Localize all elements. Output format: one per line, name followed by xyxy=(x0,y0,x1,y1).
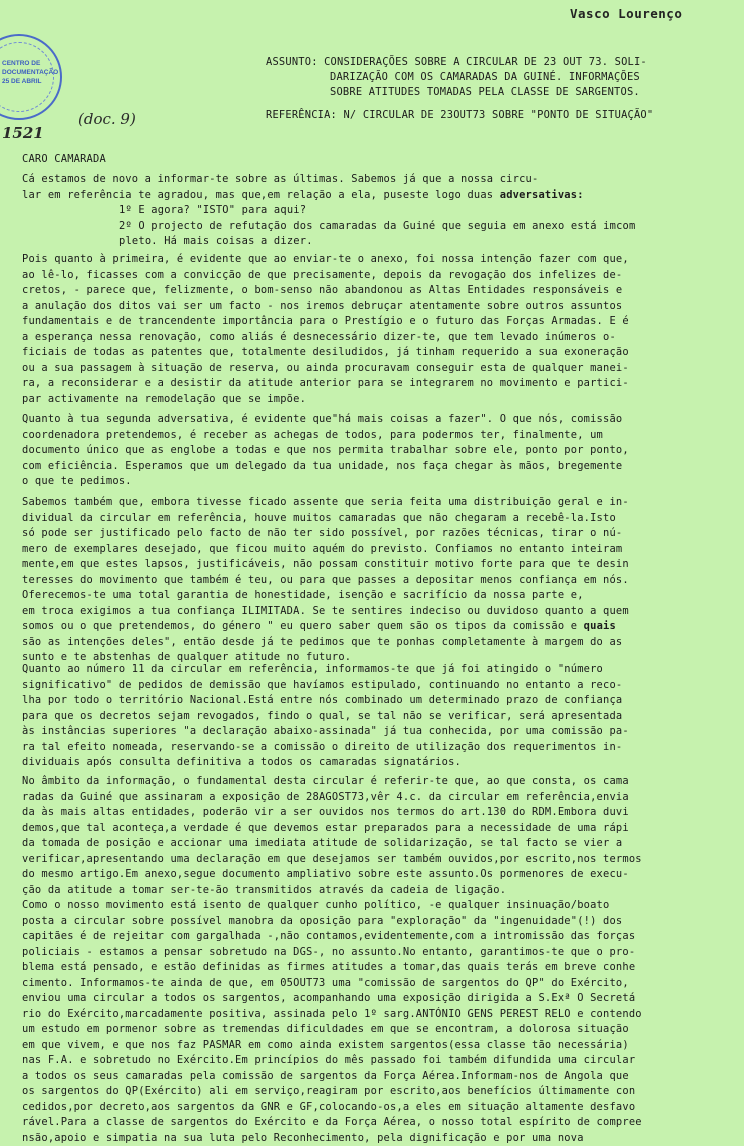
text-line: enviou uma circular a todos os sargentos, acompanhando uma exposição dirigida a S.Exª O Secretá xyxy=(22,991,642,1007)
stamp-line: CENTRO DE xyxy=(2,60,48,68)
text-line: rio do Exército,marcadamente positiva, assinada pelo 1º sarg.ANTÓNIO GENS PEREST RELO e contendo xyxy=(22,1007,642,1023)
text-line: mero de exemplares desejado, que ficou muito aquém do previsto. Confiamos no entanto inteiram xyxy=(22,542,629,558)
text-line: somos ou o que pretendemos, do género " eu quero saber quem são os tipos da comissão e quais xyxy=(22,619,629,635)
text-line: significativo" de pedidos de demissão que havíamos estipulado, continuando no entanto a reco- xyxy=(22,678,629,694)
text-line: em que vivem, e que nos faz PASMAR em como ainda existem sargentos(essa classe tão necessária) xyxy=(22,1038,642,1054)
adversativas-word: adversativas: xyxy=(500,189,584,201)
text-line: rável.Para a classe de sargentos do Exército e da Força Aérea, o nosso total espírito de compree xyxy=(22,1115,642,1131)
text-line: coordenadora pretendemos, é receber as achegas de todos, para podermos ter, finalmente, um xyxy=(22,428,629,444)
text-line: par activamente na remodelação que se impõe. xyxy=(22,392,629,408)
text-line: radas da Guiné que assinaram a exposição de 28AGOST73,vêr 4.c. da circular em referência,envia xyxy=(22,790,642,806)
text-line: nsão,apoio e simpatia na sua luta pelo Reconhecimento, pela dignificação e por uma nova xyxy=(22,1131,642,1146)
stamp-line: DOCUMENTAÇÃO xyxy=(2,69,48,77)
salutation: CARO CAMARADA xyxy=(22,152,106,168)
text-line: nas F.A. e sobretudo no Exército.Em princípios do mês passado foi também difundida uma circular xyxy=(22,1053,642,1069)
text-line: da tomada de posição e accionar uma imediata atitude de solidarização, se tal facto se vier a xyxy=(22,836,642,852)
paragraph-numero-11 xyxy=(22,662,629,771)
text-line: policiais - estamos a pensar sobretudo na DGS-, no assunto.No entanto, garantimos-te que o pro- xyxy=(22,945,642,961)
list-item: 2º O projecto de refutação dos camaradas da Guiné que seguia em anexo está imcom xyxy=(22,219,635,235)
text-line: do mesmo artigo.Em anexo,segue documento ampliativo sobre este assunto.Os pormenores de execu- xyxy=(22,867,642,883)
assunto-line: SOBRE ATITUDES TOMADAS PELA CLASSE DE SARGENTOS. xyxy=(330,85,640,101)
text-line: ou a sua passagem à situação de reserva, ou ainda procuravam conseguir esta de qualquer manei- xyxy=(22,361,629,377)
text-line: o que te pedimos. xyxy=(22,474,629,490)
handwritten-number: 1521 xyxy=(2,124,44,142)
text-line: ra, a reconsiderar e a desistir da atitude anterior para se integrarem no movimento e partici- xyxy=(22,376,629,392)
paragraph-sabemos xyxy=(22,495,629,666)
paragraph-segunda xyxy=(22,412,629,490)
text-line: dividual da circular em referência, houve muitos camaradas que não chegaram a recebê-la.Isto xyxy=(22,511,629,527)
text-line: verificar,apresentando uma declaração em que desejamos ser também ouvidos,por escrito,nos termos xyxy=(22,852,642,868)
text-line: cretos, - parece que, felizmente, o bom-senso não abandonou as Altas Entidades responsáveis e xyxy=(22,283,629,299)
handwritten-name: Vasco Lourenço xyxy=(570,6,682,21)
text-line: Como o nosso movimento está isento de qualquer cunho político, -e qualquer insinuação/boato xyxy=(22,898,642,914)
text-line: com eficiência. Esperamos que um delegado da tua unidade, nos faça chegar às mãos, bregemente xyxy=(22,459,629,475)
archive-stamp xyxy=(0,34,62,120)
text-line: teresses do movimento que também é teu, ou para que passes a depositar menos confiança em nós. xyxy=(22,573,629,589)
text-line: demos,que tal aconteça,a verdade é que devemos estar preparados para a necessidade de uma rápi xyxy=(22,821,642,837)
text-line: a anulação dos ditos vai ser um facto - nos iremos debruçar atentamente sobre outros assuntos xyxy=(22,299,629,315)
text-line: ao lê-lo, ficasses com a convicção de que precisamente, depois da revogação dos infelizes de- xyxy=(22,268,629,284)
text-line: às instâncias superiores "a declaração abaixo-assinada" já tua conhecida, por uma comissão pa- xyxy=(22,724,629,740)
handwritten-doc-ref: (doc. 9) xyxy=(78,110,136,128)
text-line: ficiais de todas as patentes que, totalmente desiludidos, já tinham requerido a sua exoneração xyxy=(22,345,629,361)
text-line: ra tal efeito nomeada, reservando-se a comissão o direito de utilização dos requerimentos in- xyxy=(22,740,629,756)
text-line: lar em referência te agradou, mas que,em relação a ela, puseste logo duas adversativas: xyxy=(22,188,635,204)
referencia-line: REFERÊNCIA: N/ CIRCULAR DE 23OUT73 SOBRE "PONTO DE SITUAÇÃO" xyxy=(266,108,653,124)
text-line: Quanto à tua segunda adversativa, é evidente que"há mais coisas a fazer". O que nós, comissão xyxy=(22,412,629,428)
paragraph-intro xyxy=(22,172,635,250)
text-line: cedidos,por decreto,aos sargentos da GNR e GF,colocando-os,a eles em situação altamente desfavo xyxy=(22,1100,642,1116)
text-line: Cá estamos de novo a informar-te sobre as últimas. Sabemos já que a nossa circu- xyxy=(22,172,635,188)
text-line: fundamentais e de trancendente importância para o Prestígio e o futuro das Forças Armadas. E é xyxy=(22,314,629,330)
assunto-line: DARIZAÇÃO COM OS CAMARADAS DA GUINÉ. INFORMAÇÕES xyxy=(330,70,640,86)
text-line: Quanto ao número 11 da circular em referência, informamos-te que já foi atingido o "número xyxy=(22,662,629,678)
text-line: No âmbito da informação, o fundamental desta circular é referir-te que, ao que consta, os cama xyxy=(22,774,642,790)
text-line: um estudo em pormenor sobre as tremendas dificuldades em que se encontram, a dolorosa situação xyxy=(22,1022,642,1038)
text-line: mente,em que estes lapsos, justificáveis, não possam constituir motivo forte para que te desin xyxy=(22,557,629,573)
list-item: pleto. Há mais coisas a dizer. xyxy=(22,234,635,250)
text-line: Pois quanto à primeira, é evidente que ao enviar-te o anexo, foi nossa intenção fazer com que, xyxy=(22,252,629,268)
text-line: blema está pensado, e estão definidas as firmes atitudes a tomar,das quais terás em breve conhe xyxy=(22,960,642,976)
text-line: cimento. Informamos-te ainda de que, em 05OUT73 uma "comissão de sargentos do QP" do Exército, xyxy=(22,976,642,992)
text-line: sunto e te abstenhas de qualquer atitude no futuro. xyxy=(22,650,629,666)
text-line: dividuais após consulta definitiva a todos os camaradas signatários. xyxy=(22,755,629,771)
text-line: Oferecemos-te uma total garantia de honestidade, isenção e sacrifício da nossa parte e, xyxy=(22,588,629,604)
text-line: em troca exigimos a tua confiança ILIMITADA. Se te sentires indeciso ou duvidoso quanto a quem xyxy=(22,604,629,620)
text-line: Sabemos também que, embora tivesse ficado assente que seria feita uma distribuição geral e in- xyxy=(22,495,629,511)
list-item: 1º E agora? "ISTO" para aqui? xyxy=(22,203,635,219)
text-line: capitães é de rejeitar com gargalhada -,não contamos,evidentemente,com a intromissão das forças xyxy=(22,929,642,945)
paragraph-informacao xyxy=(22,774,642,1146)
text-line: ção da atitude a tomar ser-te-ão transmitidos através da cadeia de ligação. xyxy=(22,883,642,899)
assunto-line: ASSUNTO: CONSIDERAÇÕES SOBRE A CIRCULAR DE 23 OUT 73. SOLI- xyxy=(266,55,647,71)
text-line: os sargentos do QP(Exército) ali em serviço,reagiram por escrito,aos benefícios últimamente con xyxy=(22,1084,642,1100)
paragraph-primeira xyxy=(22,252,629,407)
quais-word: quais xyxy=(584,620,616,632)
text-line: lha por todo o território Nacional.Está entre nós combinado um determinado prazo de confiança xyxy=(22,693,629,709)
text-line: posta a circular sobre possível manobra da oposição para "exploração" da "ingenuidade"(!) dos xyxy=(22,914,642,930)
text-line: da às mais altas entidades, poderão vir a ser ouvidos nos termos do art.130 do RDM.Embora duvi xyxy=(22,805,642,821)
stamp-line: 25 DE ABRIL xyxy=(2,78,48,86)
text-line: a esperança nessa renovação, como aliás é desnecessário dizer-te, que tem levado inúmeros o- xyxy=(22,330,629,346)
text-line: documento único que as englobe a todas e que nos permita trabalhar sobre ele, ponto por ponto, xyxy=(22,443,629,459)
text-line: são as intenções deles", então desde já te pedimos que te ponhas completamente à margem do as xyxy=(22,635,629,651)
text-line: a todos os seus camaradas pela comissão de sargentos da Força Aérea.Informam-nos de Angola que xyxy=(22,1069,642,1085)
text-line: para que os decretos sejam revogados, findo o qual, se tal não se verificar, será apresentada xyxy=(22,709,629,725)
text-line: só pode ser justificado pelo facto de não ter sido possível, por razões técnicas, tirar o nú- xyxy=(22,526,629,542)
